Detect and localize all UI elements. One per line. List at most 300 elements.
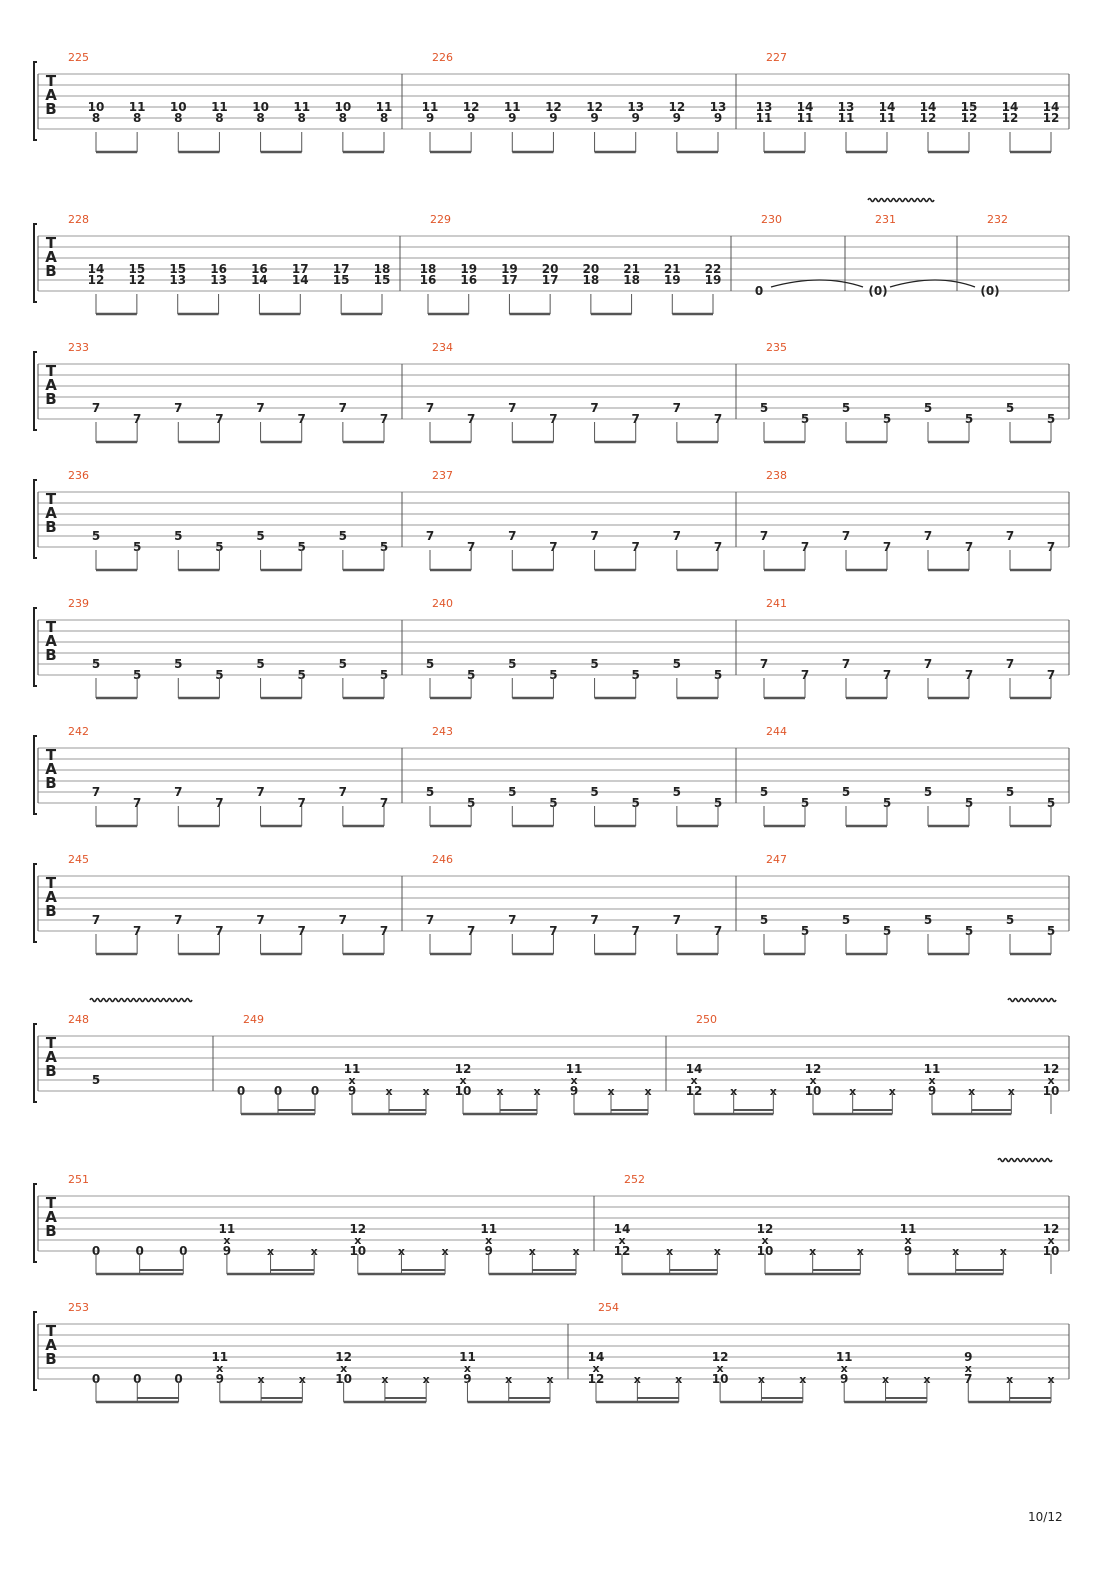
tab-system bbox=[34, 199, 1069, 315]
fret-number: 7 bbox=[672, 529, 682, 543]
fret-number: 11 bbox=[480, 1222, 498, 1236]
fret-number: 12 bbox=[1001, 111, 1019, 125]
fret-number: 9 bbox=[631, 111, 640, 125]
fret-number: 7 bbox=[759, 657, 769, 671]
dead-note: x bbox=[757, 1373, 766, 1386]
measure-number: 243 bbox=[432, 725, 453, 738]
fret-number: 5 bbox=[1005, 913, 1015, 927]
fret-number: 14 bbox=[87, 262, 105, 276]
tab-clef-letter: T bbox=[45, 234, 57, 252]
fret-number: 13 bbox=[755, 100, 773, 114]
fret-number: 11 bbox=[218, 1222, 236, 1236]
fret-number: 9 bbox=[215, 1372, 224, 1386]
fret-number: 5 bbox=[174, 657, 183, 671]
tab-clef-letter: T bbox=[45, 618, 57, 636]
measure-number: 236 bbox=[68, 469, 89, 482]
system-bracket bbox=[34, 62, 37, 140]
dead-note: x bbox=[952, 1245, 960, 1258]
fret-number: 16 bbox=[419, 273, 437, 287]
dead-note: x bbox=[381, 1373, 389, 1386]
fret-number: 7 bbox=[841, 529, 851, 543]
fret-number: 12 bbox=[919, 111, 937, 125]
fret-number: 20 bbox=[541, 262, 559, 276]
fret-number: 0 bbox=[91, 1372, 101, 1386]
tab-clef-letter: B bbox=[45, 100, 57, 118]
fret-number: 12 bbox=[462, 100, 480, 114]
tab-clef-letter: B bbox=[45, 262, 57, 280]
dead-note: x bbox=[716, 1362, 724, 1375]
fret-number: 10 bbox=[335, 1372, 352, 1386]
measure-number: 245 bbox=[68, 853, 89, 866]
fret-number: 11 bbox=[878, 111, 896, 125]
tab-clef-letter: B bbox=[45, 646, 57, 664]
tab-system bbox=[34, 469, 1069, 570]
measure-number: 240 bbox=[432, 597, 453, 610]
fret-number: 7 bbox=[338, 913, 348, 927]
fret-number: 7 bbox=[425, 529, 435, 543]
fret-number: 7 bbox=[379, 796, 389, 810]
fret-number: 5 bbox=[923, 913, 933, 927]
tab-clef-letter: A bbox=[45, 376, 57, 394]
fret-number: 10 bbox=[349, 1244, 367, 1258]
tab-system bbox=[34, 1301, 1069, 1402]
dead-note: x bbox=[856, 1245, 864, 1258]
fret-number: 11 bbox=[837, 111, 855, 125]
fret-number: 7 bbox=[91, 401, 101, 415]
fret-number: 7 bbox=[713, 924, 723, 938]
fret-number: 7 bbox=[713, 412, 723, 426]
fret-number: 8 bbox=[174, 111, 183, 125]
dead-note: x bbox=[422, 1373, 430, 1386]
fret-number: 5 bbox=[841, 401, 851, 415]
fret-number: 7 bbox=[466, 924, 476, 938]
fret-number: 7 bbox=[631, 540, 640, 554]
system-bracket bbox=[34, 1184, 37, 1262]
fret-number: 0 bbox=[273, 1084, 283, 1098]
fret-number: 5 bbox=[923, 785, 933, 799]
tab-clef-letter: A bbox=[45, 1336, 57, 1354]
fret-number: 11 bbox=[459, 1350, 476, 1364]
fret-number: 19 bbox=[663, 273, 681, 287]
fret-number: 15 bbox=[960, 100, 978, 114]
tab-system bbox=[34, 853, 1069, 954]
fret-number: 12 bbox=[613, 1244, 631, 1258]
fret-number: 13 bbox=[627, 100, 645, 114]
dead-note: x bbox=[690, 1074, 698, 1087]
tab-clef-letter: T bbox=[45, 746, 57, 764]
dead-note: x bbox=[505, 1373, 513, 1386]
fret-number: 7 bbox=[882, 540, 892, 554]
fret-number: 16 bbox=[210, 262, 227, 276]
fret-number: 12 bbox=[349, 1222, 367, 1236]
fret-number: 5 bbox=[379, 540, 389, 554]
fret-number: 14 bbox=[685, 1062, 703, 1076]
measure-number: 233 bbox=[68, 341, 89, 354]
fret-number: 10 bbox=[711, 1372, 729, 1386]
fret-number: 18 bbox=[419, 262, 437, 276]
fret-number: 5 bbox=[1005, 401, 1015, 415]
fret-number: 5 bbox=[549, 796, 558, 810]
fret-number: 11 bbox=[835, 1350, 853, 1364]
fret-number: 15 bbox=[128, 262, 146, 276]
tab-clef-letter: A bbox=[45, 86, 57, 104]
dead-note: x bbox=[459, 1074, 467, 1087]
measure-number: 247 bbox=[766, 853, 787, 866]
fret-number: 7 bbox=[466, 412, 476, 426]
fret-number: 7 bbox=[425, 401, 435, 415]
fret-number: 10 bbox=[756, 1244, 774, 1258]
measure-number: 239 bbox=[68, 597, 89, 610]
fret-number: 9 bbox=[425, 111, 435, 125]
fret-number: 7 bbox=[964, 668, 974, 682]
fret-number: 12 bbox=[454, 1062, 472, 1076]
fret-number: 7 bbox=[91, 785, 101, 799]
tab-system bbox=[34, 1159, 1069, 1275]
fret-number: 7 bbox=[338, 785, 348, 799]
fret-number: 7 bbox=[297, 412, 306, 426]
fret-number: 20 bbox=[582, 262, 600, 276]
fret-number: 8 bbox=[379, 111, 389, 125]
fret-number: 7 bbox=[672, 401, 682, 415]
dead-note: x bbox=[385, 1085, 393, 1098]
fret-number: 7 bbox=[174, 401, 183, 415]
fret-number: 0 bbox=[133, 1372, 142, 1386]
tab-clef-letter: T bbox=[45, 362, 57, 380]
dead-note: x bbox=[881, 1373, 890, 1386]
fret-number: 5 bbox=[91, 529, 101, 543]
fret-number: 7 bbox=[964, 540, 974, 554]
measure-number: 237 bbox=[432, 469, 453, 482]
fret-number: 9 bbox=[508, 111, 517, 125]
fret-number: 14 bbox=[291, 273, 309, 287]
tab-system bbox=[34, 999, 1069, 1115]
fret-number: 11 bbox=[421, 100, 439, 114]
measure-number: 254 bbox=[598, 1301, 619, 1314]
fret-number: 8 bbox=[91, 111, 101, 125]
fret-number: 8 bbox=[132, 111, 142, 125]
fret-number: 7 bbox=[590, 913, 599, 927]
fret-number: 5 bbox=[1046, 412, 1056, 426]
measure-number: 235 bbox=[766, 341, 787, 354]
fret-number: 5 bbox=[631, 796, 640, 810]
fret-number: 0 bbox=[754, 284, 764, 298]
fret-number: 7 bbox=[215, 924, 224, 938]
measure-number: 231 bbox=[875, 213, 896, 226]
fret-number: 12 bbox=[586, 100, 603, 114]
dead-note: x bbox=[923, 1373, 931, 1386]
fret-number: 11 bbox=[293, 100, 311, 114]
fret-number: 0 bbox=[310, 1084, 320, 1098]
measure-number: 246 bbox=[432, 853, 453, 866]
vibrato-mark bbox=[90, 999, 192, 1002]
dead-note: x bbox=[644, 1085, 652, 1098]
dead-note: x bbox=[968, 1085, 976, 1098]
fret-number: 7 bbox=[841, 657, 851, 671]
tab-clef-letter: A bbox=[45, 760, 57, 778]
fret-number: 9 bbox=[927, 1084, 937, 1098]
measure-number: 228 bbox=[68, 213, 89, 226]
fret-number: 11 bbox=[503, 100, 521, 114]
fret-number: 7 bbox=[1005, 529, 1015, 543]
fret-number: 7 bbox=[1005, 657, 1015, 671]
fret-number: 7 bbox=[256, 401, 265, 415]
dead-note: x bbox=[546, 1373, 554, 1386]
fret-number: 5 bbox=[174, 529, 183, 543]
measure-number: 234 bbox=[432, 341, 453, 354]
fret-number: 5 bbox=[841, 913, 851, 927]
fret-number: 17 bbox=[291, 262, 309, 276]
dead-note: x bbox=[216, 1362, 224, 1375]
fret-number: 5 bbox=[91, 1073, 101, 1087]
fret-number: 5 bbox=[672, 785, 682, 799]
fret-number: 9 bbox=[672, 111, 682, 125]
dead-note: x bbox=[840, 1362, 848, 1375]
dead-note: x bbox=[769, 1085, 777, 1098]
tab-system bbox=[34, 597, 1069, 698]
tab-clef-letter: T bbox=[45, 874, 57, 892]
fret-number: 5 bbox=[256, 529, 265, 543]
tab-clef-letter: B bbox=[45, 902, 57, 920]
fret-number: 16 bbox=[460, 273, 478, 287]
fret-number: 5 bbox=[759, 401, 769, 415]
dead-note: x bbox=[888, 1085, 896, 1098]
fret-number: 7 bbox=[508, 401, 517, 415]
dead-note: x bbox=[849, 1085, 857, 1098]
fret-number: 12 bbox=[711, 1350, 729, 1364]
fret-number: 8 bbox=[256, 111, 265, 125]
fret-number: 7 bbox=[256, 785, 265, 799]
system-bracket bbox=[34, 736, 37, 814]
dead-note: x bbox=[713, 1245, 721, 1258]
dead-note: x bbox=[1047, 1373, 1055, 1386]
fret-number: 0 bbox=[174, 1372, 183, 1386]
dead-note: x bbox=[809, 1245, 817, 1258]
system-bracket bbox=[34, 864, 37, 942]
fret-number: 5 bbox=[338, 657, 348, 671]
fret-number: 12 bbox=[335, 1350, 352, 1364]
vibrato-mark bbox=[868, 199, 934, 202]
fret-number: 5 bbox=[800, 412, 810, 426]
fret-number: 7 bbox=[923, 657, 933, 671]
fret-number: 7 bbox=[964, 1372, 973, 1386]
dead-note: x bbox=[354, 1234, 362, 1247]
fret-number: (0) bbox=[868, 284, 888, 298]
measure-number: 226 bbox=[432, 51, 453, 64]
fret-number: (0) bbox=[980, 284, 1000, 298]
fret-number: 5 bbox=[882, 412, 892, 426]
fret-number: 12 bbox=[756, 1222, 774, 1236]
measure-number: 244 bbox=[766, 725, 787, 738]
fret-number: 18 bbox=[623, 273, 640, 287]
fret-number: 21 bbox=[663, 262, 681, 276]
dead-note: x bbox=[310, 1245, 318, 1258]
dead-note: x bbox=[666, 1245, 674, 1258]
fret-number: 15 bbox=[169, 262, 187, 276]
fret-number: 9 bbox=[964, 1350, 973, 1364]
fret-number: 7 bbox=[631, 924, 640, 938]
fret-number: 19 bbox=[704, 273, 722, 287]
dead-note: x bbox=[340, 1362, 348, 1375]
fret-number: 5 bbox=[841, 785, 851, 799]
fret-number: 10 bbox=[454, 1084, 472, 1098]
fret-number: 9 bbox=[590, 111, 599, 125]
fret-number: 7 bbox=[174, 785, 183, 799]
dead-note: x bbox=[1047, 1234, 1055, 1247]
fret-number: 18 bbox=[373, 262, 391, 276]
measure-number: 250 bbox=[696, 1013, 717, 1026]
dead-note: x bbox=[463, 1362, 472, 1375]
dead-note: x bbox=[809, 1074, 817, 1087]
fret-number: 15 bbox=[373, 273, 391, 287]
fret-number: 8 bbox=[338, 111, 348, 125]
dead-note: x bbox=[348, 1074, 356, 1087]
tab-clef-letter: B bbox=[45, 1062, 57, 1080]
fret-number: 9 bbox=[713, 111, 723, 125]
fret-number: 5 bbox=[256, 657, 265, 671]
fret-number: 5 bbox=[713, 796, 723, 810]
fret-number: 14 bbox=[919, 100, 937, 114]
fret-number: 5 bbox=[1046, 796, 1056, 810]
measure-number: 248 bbox=[68, 1013, 89, 1026]
fret-number: 5 bbox=[590, 657, 599, 671]
fret-number: 5 bbox=[215, 668, 224, 682]
dead-note: x bbox=[904, 1234, 912, 1247]
fret-number: 5 bbox=[1046, 924, 1056, 938]
fret-number: 5 bbox=[759, 785, 769, 799]
dead-note: x bbox=[964, 1362, 972, 1375]
fret-number: 9 bbox=[484, 1244, 493, 1258]
measure-number: 249 bbox=[243, 1013, 264, 1026]
dead-note: x bbox=[799, 1373, 807, 1386]
fret-number: 7 bbox=[882, 668, 892, 682]
fret-number: 7 bbox=[508, 529, 517, 543]
fret-number: 12 bbox=[587, 1372, 605, 1386]
fret-number: 12 bbox=[960, 111, 978, 125]
fret-number: 14 bbox=[878, 100, 896, 114]
fret-number: 12 bbox=[668, 100, 686, 114]
fret-number: 11 bbox=[128, 100, 146, 114]
dead-note: x bbox=[485, 1234, 493, 1247]
dead-note: x bbox=[441, 1245, 449, 1258]
fret-number: 5 bbox=[590, 785, 599, 799]
fret-number: 11 bbox=[343, 1062, 361, 1076]
fret-number: 19 bbox=[460, 262, 478, 276]
fret-number: 9 bbox=[903, 1244, 913, 1258]
fret-number: 5 bbox=[425, 785, 435, 799]
fret-number: 10 bbox=[804, 1084, 822, 1098]
fret-number: 7 bbox=[631, 412, 640, 426]
fret-number: 7 bbox=[590, 529, 599, 543]
measure-number: 241 bbox=[766, 597, 787, 610]
fret-number: 7 bbox=[256, 913, 265, 927]
measure-number: 253 bbox=[68, 1301, 89, 1314]
measure-number: 232 bbox=[987, 213, 1008, 226]
fret-number: 7 bbox=[508, 913, 517, 927]
vibrato-mark bbox=[1008, 999, 1056, 1002]
dead-note: x bbox=[528, 1245, 536, 1258]
measure-number: 230 bbox=[761, 213, 782, 226]
fret-number: 5 bbox=[379, 668, 389, 682]
fret-number: 12 bbox=[685, 1084, 703, 1098]
fret-number: 5 bbox=[923, 401, 933, 415]
fret-number: 7 bbox=[91, 913, 101, 927]
fret-number: 10 bbox=[334, 100, 352, 114]
tab-system bbox=[34, 341, 1069, 442]
fret-number: 5 bbox=[297, 540, 306, 554]
fret-number: 7 bbox=[1046, 668, 1056, 682]
fret-number: 11 bbox=[211, 100, 228, 114]
fret-number: 5 bbox=[508, 657, 517, 671]
fret-number: 5 bbox=[466, 796, 476, 810]
dead-note: x bbox=[730, 1085, 738, 1098]
dead-note: x bbox=[223, 1234, 231, 1247]
fret-number: 7 bbox=[800, 668, 810, 682]
fret-number: 7 bbox=[549, 924, 558, 938]
fret-number: 18 bbox=[582, 273, 600, 287]
fret-number: 14 bbox=[1001, 100, 1019, 114]
fret-number: 0 bbox=[135, 1244, 144, 1258]
fret-number: 11 bbox=[375, 100, 393, 114]
fret-number: 7 bbox=[549, 540, 558, 554]
fret-number: 9 bbox=[222, 1244, 232, 1258]
fret-number: 12 bbox=[804, 1062, 822, 1076]
fret-number: 12 bbox=[1042, 1222, 1060, 1236]
fret-number: 5 bbox=[508, 785, 517, 799]
fret-number: 5 bbox=[91, 657, 101, 671]
fret-number: 5 bbox=[800, 924, 810, 938]
fret-number: 5 bbox=[964, 796, 974, 810]
dead-note: x bbox=[633, 1373, 641, 1386]
fret-number: 7 bbox=[174, 913, 183, 927]
fret-number: 7 bbox=[132, 412, 142, 426]
dead-note: x bbox=[533, 1085, 541, 1098]
fret-number: 5 bbox=[800, 796, 810, 810]
fret-number: 12 bbox=[128, 273, 146, 287]
fret-number: 21 bbox=[623, 262, 640, 276]
fret-number: 10 bbox=[1042, 1244, 1060, 1258]
fret-number: 14 bbox=[1042, 100, 1060, 114]
fret-number: 7 bbox=[132, 924, 142, 938]
tab-clef-letter: B bbox=[45, 518, 57, 536]
measure-number: 242 bbox=[68, 725, 89, 738]
fret-number: 10 bbox=[169, 100, 187, 114]
tab-clef-letter: A bbox=[45, 248, 57, 266]
system-bracket bbox=[34, 1024, 37, 1102]
fret-number: 12 bbox=[1042, 1062, 1060, 1076]
fret-number: 13 bbox=[169, 273, 187, 287]
fret-number: 7 bbox=[1046, 540, 1056, 554]
fret-number: 5 bbox=[631, 668, 640, 682]
tab-clef-letter: A bbox=[45, 1048, 57, 1066]
dead-note: x bbox=[592, 1362, 600, 1375]
fret-number: 17 bbox=[501, 273, 518, 287]
fret-number: 7 bbox=[713, 540, 723, 554]
fret-number: 5 bbox=[713, 668, 723, 682]
fret-number: 7 bbox=[923, 529, 933, 543]
fret-number: 14 bbox=[796, 100, 814, 114]
dead-note: x bbox=[298, 1373, 306, 1386]
fret-number: 11 bbox=[565, 1062, 583, 1076]
fret-number: 5 bbox=[882, 924, 892, 938]
fret-number: 9 bbox=[347, 1084, 357, 1098]
system-bracket bbox=[34, 224, 37, 302]
fret-number: 14 bbox=[613, 1222, 631, 1236]
fret-number: 10 bbox=[1042, 1084, 1060, 1098]
fret-number: 5 bbox=[132, 668, 142, 682]
fret-number: 0 bbox=[179, 1244, 188, 1258]
measure-number: 251 bbox=[68, 1173, 89, 1186]
tab-clef-letter: A bbox=[45, 504, 57, 522]
